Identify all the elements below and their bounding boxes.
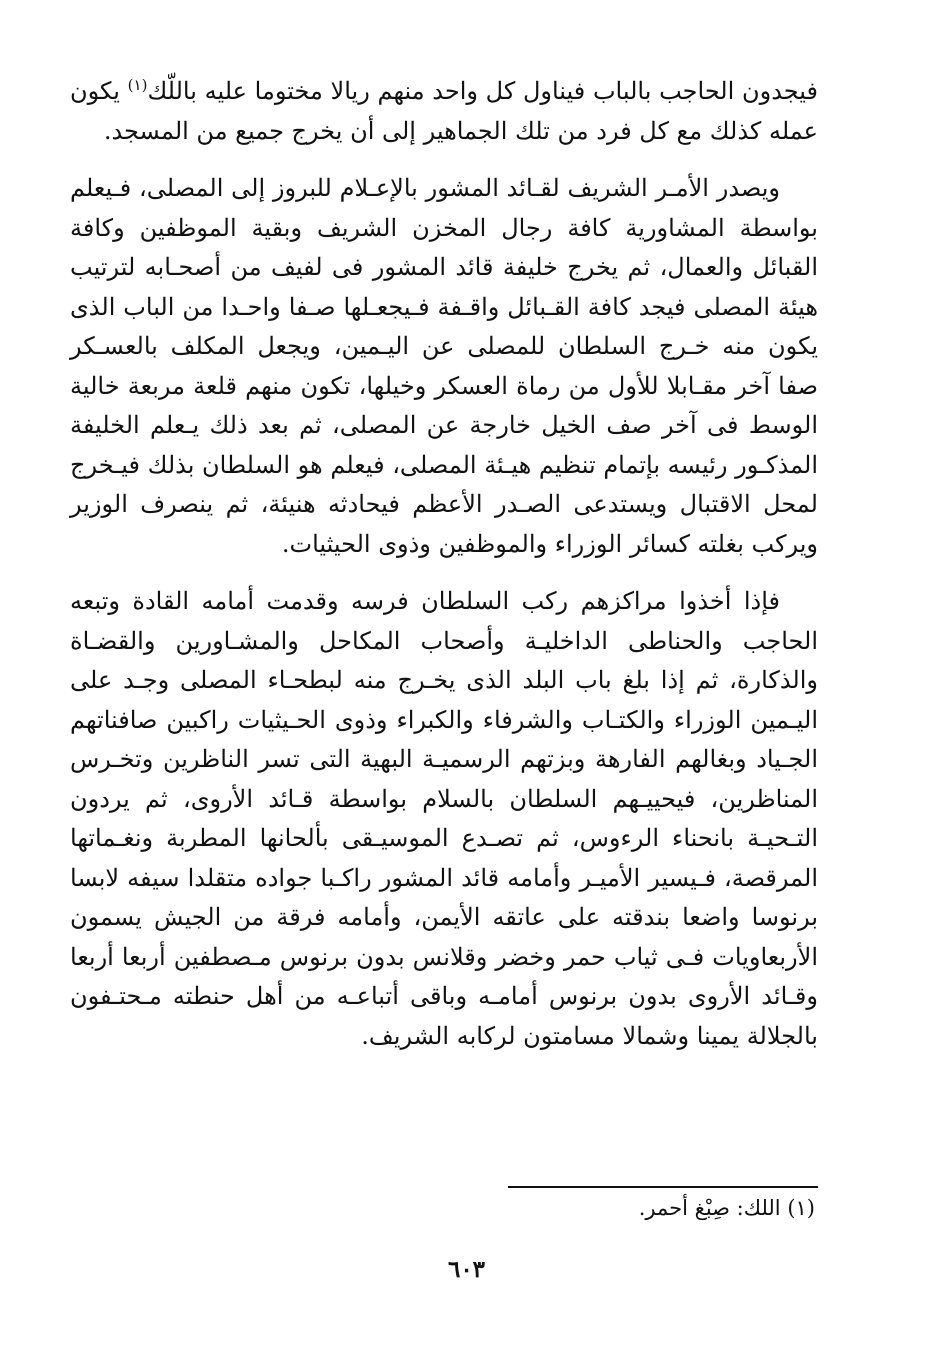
main-text: [70, 72, 818, 1056]
footnote-text: اللك: صِبْغ أحمر.: [638, 1196, 781, 1220]
paragraph-1-text-after-ref: يكون عمله كذلك مع كل فرد من تلك الجماهير إلى أن يخرج جميع من المسجد.: [70, 77, 818, 145]
footnote-divider: [508, 1186, 818, 1188]
footnote-number: (١): [787, 1196, 815, 1220]
paragraph-3: فإذا أخذوا مراكزهم ركب السلطان فرسه وقدمت أمامه القادة وتبعه الحاجب والحناطى الداخليـة وأصحاب المكاحل والمشـاورين والقضـاة والذكارة، ثم إذا بلغ باب البلد الذى يخـرج منه لبطحـاء المصلى وجـد على اليـمين الوزراء والكتـاب والشرفاء والكبراء وذوى الحـيثيات راكبين صافناتهم الجـياد وبغالهم الفارهة وبزتهم الرسميـة البهية التى تسر الناظرين وتخـرس المناظرين، فيحييـهم السلطان بالسلام بواسطة قـائد الأروى، ثم يردون التـحيـة بانحناء الرءوس، ثم تصـدع الموسيـقى بألحانها المطربة ونغـماتها المرقصة، فـيسير الأميـر وأمامه قائد المشور راكـبا جواده متقلدا سيفه لابسا برنوسا واضعا بندقته على عاتقه الأيمن، وأمامه فرقة من الجيش يسمون الأربعاويات فـى ثياب حمر وخضر وقلانس بدون برنوس مـصطفين أربعا أربعا وقـائد الأروى بدون برنوس أمامـه وباقى أتباعـه من أهل حنطته مـحتـفون بالجلالة يمينا وشمالا مسامتون لركابه الشريف.: [70, 587, 818, 1050]
footnote-reference: (١): [127, 76, 148, 94]
paragraph-2: ويصدر الأمـر الشريف لقـائد المشور بالإعـلام للبروز إلى المصلى، فـيعلم بواسطة المشاورية كافة رجال المخزن الشريف وبقية الموظفين وكافة القبائل والعمال، ثم يخرج خليفة قائد المشور فى لفيف من أصحـابه لترتيب هيئة المصلى فيجد كافة القـبائل واقـفة فـيجعـلها صـفا واحـدا من الباب الذى يكون منه خـرج السلطان للمصلى عن اليـمين، ويجعل المكلف بالعسـكر صفا آخر مقـابلا للأول من رماة العسكر وخيلها، تكون منهم قلعة مربعة خالية الوسط فى آخر صف الخيل خارجة عن المصلى، ثم بعد ذلك يـعلم الخليفة المذكـور رئيسه بإتمام تنظيم هيـئة المصلى، فيعلم هو السلطان بذلك فيـخرج لمحل الاقتبال ويستدعى الصـدر الأعظم فيحادثه هنيئة، ثم ينصرف الوزير ويركب بغلته كسائر الوزراء والموظفين وذوى الحيثيات.: [70, 174, 819, 558]
paragraph-1: [70, 72, 818, 151]
page-number: ٦٠٣: [447, 1256, 486, 1283]
footnote: [639, 1192, 815, 1224]
paragraph-1-text-before-ref: فيجدون الحاجب بالباب فيناول كل واحد منهم ريالا مختوما عليه باللّك: [147, 77, 818, 105]
